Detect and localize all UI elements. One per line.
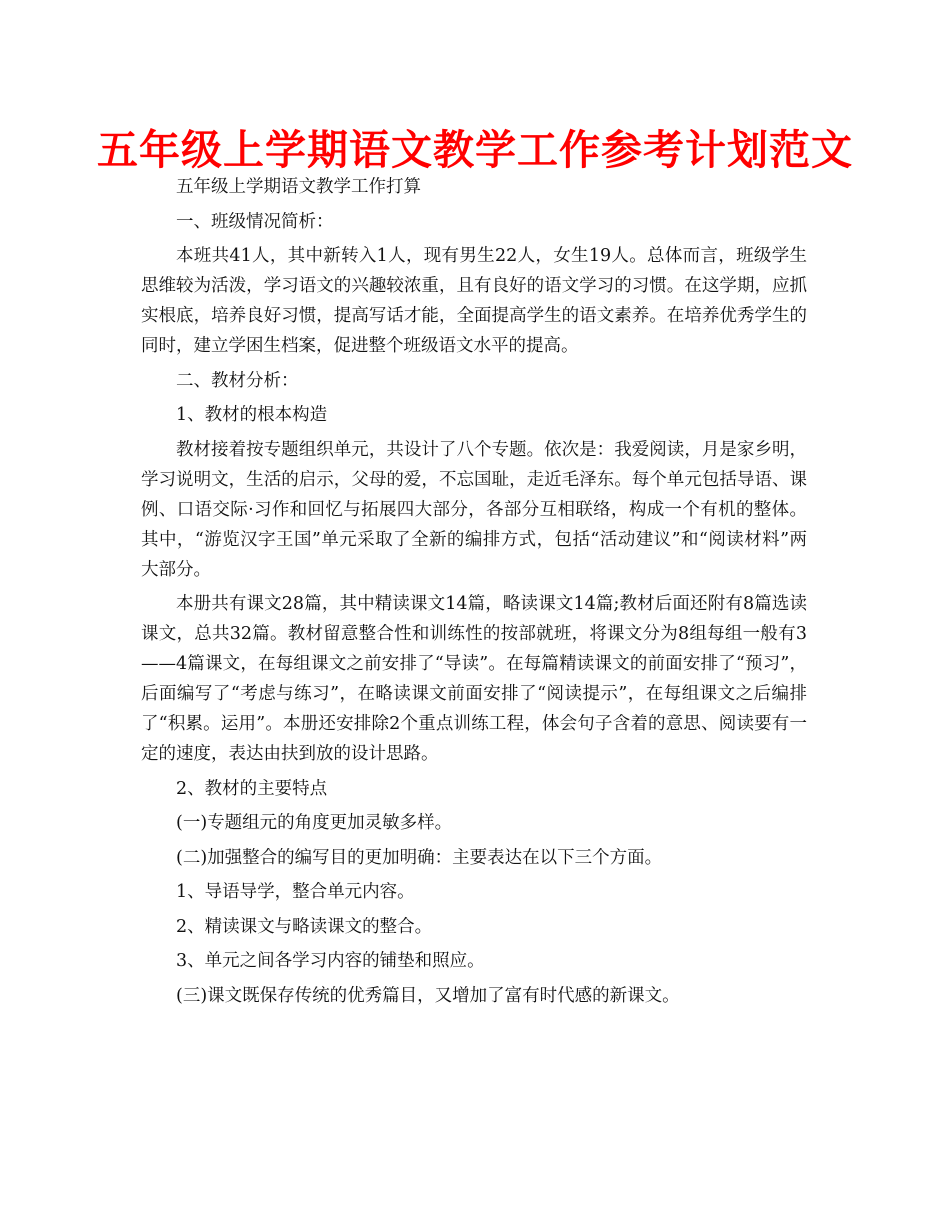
subheading-textbook-structure: 1、教材的根本构造 — [176, 405, 328, 425]
paragraph-class-analysis: 本班共41人，其中新转入1人，现有男生22人，女生19人。总体而言，班级学生思维较为活泼，学习语文的兴趣较浓重，且有良好的语文学习的习惯。在这学期，应抓实根底，培养良好习惯，提高写话才能，全面提高学生的语文素养。在培养优秀学生的同时，建立学困生档案，促进整个班级语文水平的提高。 — [141, 246, 807, 356]
section-heading-textbook-analysis: 二、教材分析： — [176, 370, 299, 391]
paragraph-plan-heading: 五年级上学期语文教学工作打算 — [176, 177, 421, 197]
list-item-aspect-2: 2、精读课文与略读课文的整合。 — [176, 916, 433, 937]
paragraph-lesson-count: 本册共有课文28篇，其中精读课文14篇，略读课文14篇;教材后面还附有8篇选读课文，总共32篇。教材留意整合性和训练性的按部就班，将课文分为8组每组一般有3——4篇课文，在每组课文之前安排了“导读”。在每篇精读课文的前面安排了“预习”，后面编写了“考虑与练习”，在略读课文前面安排了“阅读提示”，在每组课文之后编排了“积累。运用”。本册还安排除2个重点训练工程，体会句子含着的意思、阅读要有一定的速度，表达由扶到放的设计思路。 — [141, 594, 807, 764]
list-item-feature-1: (一)专题组元的角度更加灵敏多样。 — [176, 813, 453, 833]
list-item-feature-3: (三)课文既保存传统的优秀篇目，又增加了富有时代感的新课文。 — [176, 985, 680, 1006]
subheading-textbook-features: 2、教材的主要特点 — [176, 778, 328, 799]
section-heading-class-analysis: 一、班级情况简析： — [176, 211, 334, 232]
list-item-aspect-1: 1、导语导学，整合单元内容。 — [176, 882, 415, 902]
document-title: 五年级上学期语文教学工作参考计划范文 — [97, 126, 853, 174]
list-item-aspect-3: 3、单元之间各学习内容的铺垫和照应。 — [176, 951, 485, 971]
paragraph-textbook-structure: 教材接着按专题组织单元，共设计了八个专题。依次是：我爱阅读，月是家乡明，学习说明文，生活的启示，父母的爱，不忘国耻，走近毛泽东。每个单元包括导语、课例、口语交际·习作和回忆与拓展四大部分，各部分互相联络，构成一个有机的整体。其中，“游览汉字王国”单元采取了全新的编排方式，包括“活动建议”和“阅读材料”两大部分。 — [141, 439, 807, 580]
document-body — [141, 172, 807, 1015]
list-item-feature-2: (二)加强整合的编写目的更加明确：主要表达在以下三个方面。 — [176, 847, 663, 868]
